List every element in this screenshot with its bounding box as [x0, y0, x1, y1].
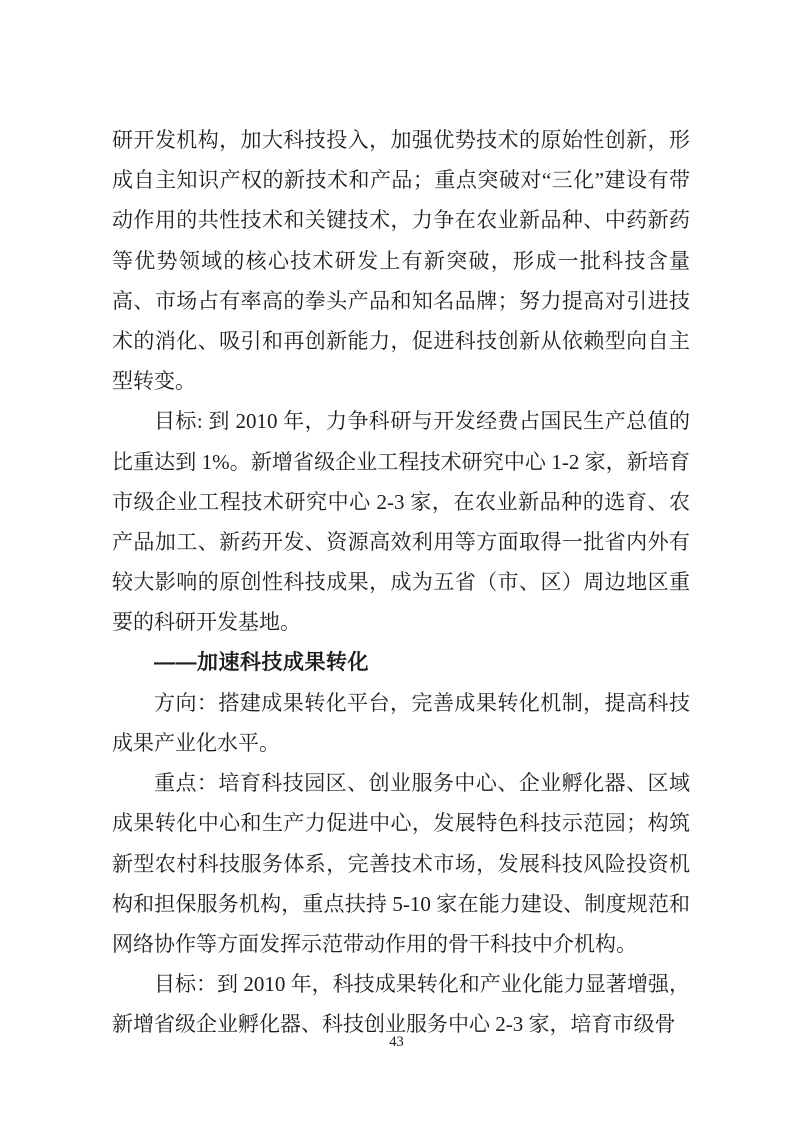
paragraph-goal-1: 目标: 到 2010 年，力争科研与开发经费占国民生产总值的比重达到 1%。新增省级企业工程技术研究中心 1-2 家，新培育市级企业工程技术研究中心 2-3 家，在农业新品种的选育、农产品加工、新药开发、资源高效利用等方面取得一批省内外有较大影响的原创性科技成果，成为五省（市、区）周边地区重要的科研开发基地。	[112, 409, 690, 635]
document-body	[112, 120, 690, 1045]
paragraph-goal-2: 目标：到 2010 年，科技成果转化和产业化能力显著增强，新增省级企业孵化器、科技创业服务中心 2-3 家，培育市级骨	[112, 972, 690, 1037]
section-heading: ——加速科技成果转化	[154, 650, 369, 674]
paragraph-continuation: 研开发机构，加大科技投入，加强优势技术的原始性创新，形成自主知识产权的新技术和产品；重点突破对“三化”建设有带动作用的共性技术和关键技术，力争在农业新品种、中药新药等优势领域的核心技术研发上有新突破，形成一批科技含量高、市场占有率高的拳头产品和知名品牌；努力提高对引进技术的消化、吸引和再创新能力，促进科技创新从依赖型向自主型转变。	[112, 128, 690, 394]
paragraph-focus: 重点：培育科技园区、创业服务中心、企业孵化器、区域成果转化中心和生产力促进中心，发展特色科技示范园；构筑新型农村科技服务体系，完善技术市场，发展科技风险投资机构和担保服务机构，重点扶持 5-10 家在能力建设、制度规范和网络协作等方面发挥示范带动作用的骨干科技中介机构。	[112, 771, 690, 957]
page-number: 43	[389, 1034, 404, 1050]
paragraph-direction: 方向：搭建成果转化平台，完善成果转化机制，提高科技成果产业化水平。	[112, 690, 690, 756]
